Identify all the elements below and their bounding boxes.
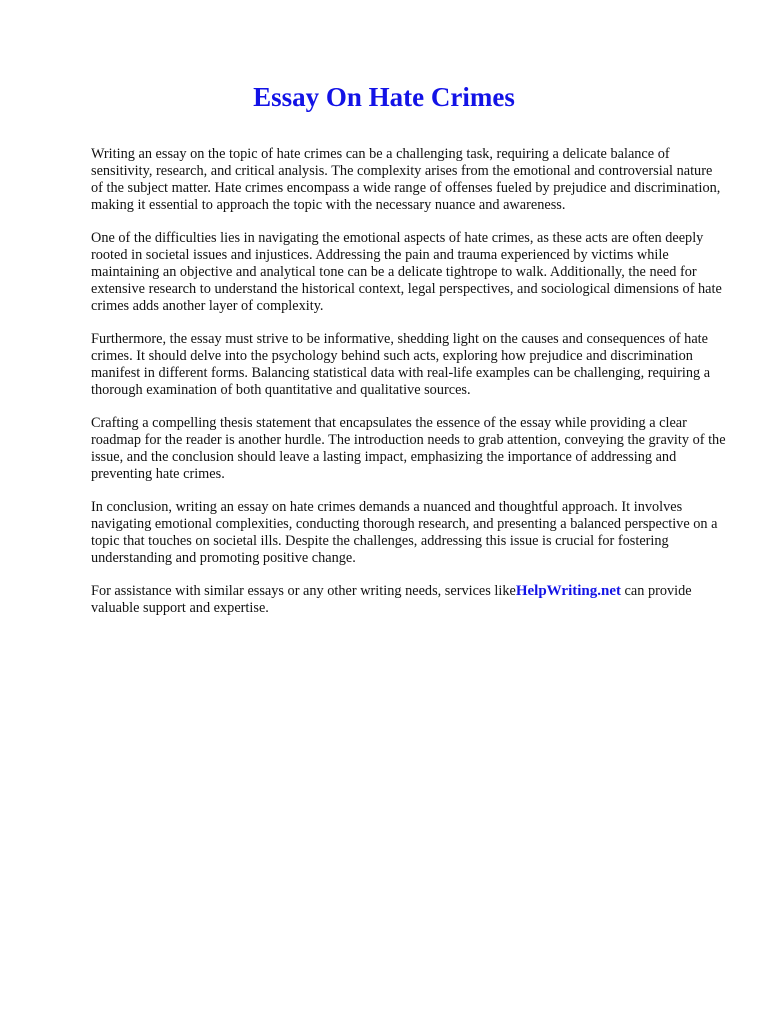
closing-paragraph (91, 583, 727, 617)
paragraph-4: Crafting a compelling thesis statement that encapsulates the essence of the essay while providing a clear roadmap for the reader is another hurdle. The introduction needs to grab attention, conveying the gravity of the issue, and the conclusion should leave a lasting impact, emphasizing the importance of addressing and preventing hate crimes. (91, 415, 726, 482)
paragraph-1: Writing an essay on the topic of hate crimes can be a challenging task, requiring a delicate balance of sensitivity, research, and critical analysis. The complexity arises from the emotional and controversial nature of the subject matter. Hate crimes encompass a wide range of offenses fueled by prejudice and discrimination, making it essential to approach the topic with the necessary nuance and awareness. (91, 146, 721, 213)
closing-text-before-link: For assistance with similar essays or any other writing needs, services like (91, 583, 516, 599)
paragraph-3: Furthermore, the essay must strive to be informative, shedding light on the causes and consequences of hate crimes. It should delve into the psychology behind such acts, exploring how prejudice and discrimination manifest in different forms. Balancing statistical data with real-life examples can be challenging, requiring a thorough examination of both quantitative and qualitative sources. (91, 331, 711, 398)
paragraph-2: One of the difficulties lies in navigating the emotional aspects of hate crimes, as these acts are often deeply rooted in societal issues and injustices. Addressing the pain and trauma experienced by victims while maintaining an objective and analytical tone can be a delicate tightrope to walk. Additionally, the need for extensive research to understand the historical context, legal perspectives, and sociological dimensions of hate crimes adds another layer of complexity. (91, 230, 722, 314)
document-body (91, 146, 727, 633)
paragraph-5: In conclusion, writing an essay on hate crimes demands a nuanced and thoughtful approach. It involves navigating emotional complexities, conducting thorough research, and presenting a balanced perspective on a topic that touches on societal ills. Despite the challenges, addressing this issue is crucial for fostering understanding and promoting positive change. (91, 499, 718, 566)
helpwriting-link[interactable]: HelpWriting.net (515, 583, 621, 599)
closing-text-after-link: can provide valuable support and expertise. (91, 583, 692, 616)
document-title: Essay On Hate Crimes (253, 82, 515, 112)
